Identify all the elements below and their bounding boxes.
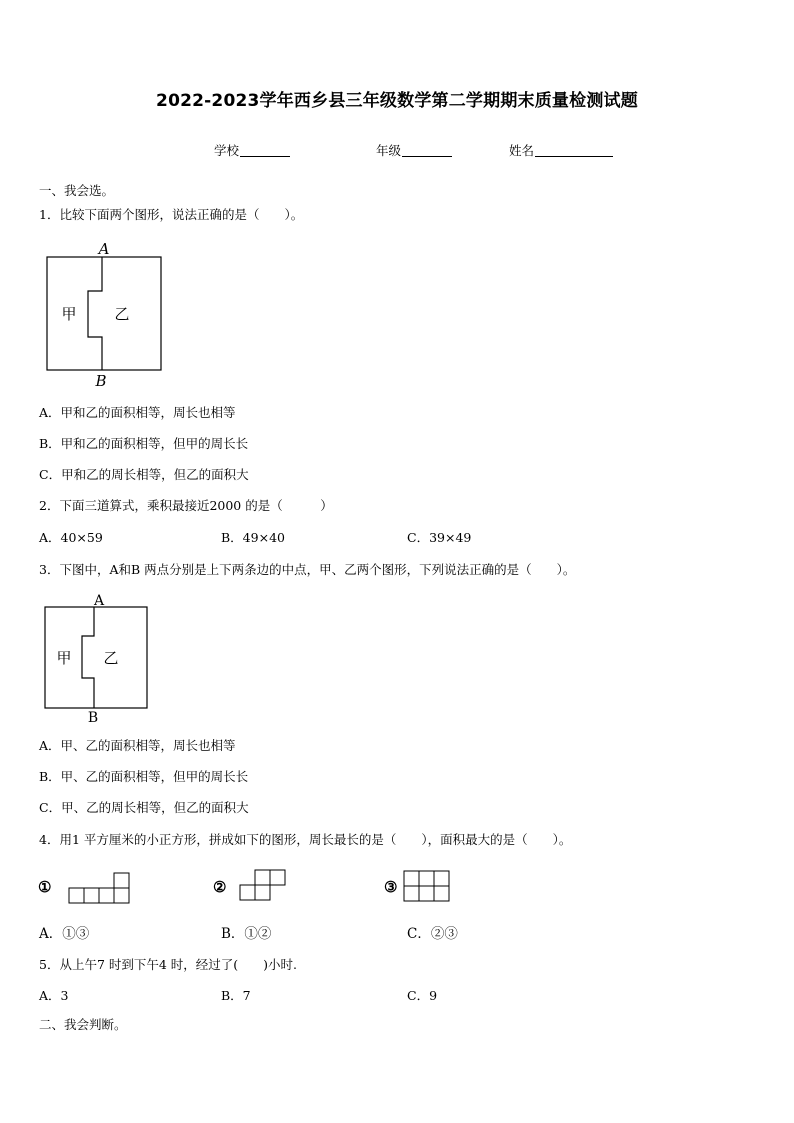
q1-label-yi: 乙 xyxy=(114,305,130,323)
q4-shape-2-cell xyxy=(240,885,255,900)
name-field xyxy=(509,141,613,159)
q3-figure xyxy=(38,590,156,726)
q5-option-a[interactable]: A．3 xyxy=(39,988,69,1003)
question-5: 5．从上午7 时到下午4 时，经过了( )小时. xyxy=(39,957,298,972)
q1-option-a[interactable]: A．甲和乙的面积相等，周长也相等 xyxy=(39,405,236,420)
q4-shape-3-cell xyxy=(404,871,419,886)
q4-shape-2-cell xyxy=(255,870,270,885)
section-heading-1: 一、我会选。 xyxy=(39,183,115,198)
grade-field xyxy=(376,141,452,159)
q4-shape-3 xyxy=(402,869,454,905)
q4-shape-3-cell xyxy=(434,871,449,886)
q4-shape-3-cell xyxy=(419,871,434,886)
q1-point-a: A xyxy=(98,240,110,258)
q4-option-a[interactable]: A．①③ xyxy=(39,926,90,942)
school-label: 学校 xyxy=(214,143,240,158)
q3-dividing-line xyxy=(82,607,94,708)
q3-option-b[interactable]: B．甲、乙的面积相等，但甲的周长长 xyxy=(39,769,249,784)
section-heading-2: 二、我会判断。 xyxy=(39,1017,127,1032)
q4-shape-3-cell xyxy=(419,886,434,901)
school-blank xyxy=(240,143,290,157)
grade-blank xyxy=(402,143,452,157)
q3-label-jia: 甲 xyxy=(56,649,72,667)
question-3: 3．下图中，A和B 两点分别是上下两条边的中点，甲、乙两个图形，下列说法正确的是（ ）。 xyxy=(39,562,576,577)
question-1: 1．比较下面两个图形，说法正确的是（ ）。 xyxy=(39,207,304,222)
q5-option-b[interactable]: B．7 xyxy=(221,988,251,1003)
page-title: 2022-2023学年西乡县三年级数学第二学期期末质量检测试题 xyxy=(156,91,638,111)
q4-shape-1-cell xyxy=(114,888,129,903)
q1-option-c[interactable]: C．甲和乙的周长相等，但乙的面积大 xyxy=(39,467,249,482)
grade-label: 年级 xyxy=(376,143,402,158)
q4-shape-1-cell xyxy=(69,888,84,903)
q3-point-b: B xyxy=(87,710,99,726)
q4-shape-3-label: ③ xyxy=(384,878,398,896)
q4-shape-1-cell xyxy=(84,888,99,903)
q4-option-c[interactable]: C．②③ xyxy=(407,926,458,942)
q4-option-b[interactable]: B．①② xyxy=(221,926,272,942)
q3-option-c[interactable]: C．甲、乙的周长相等，但乙的面积大 xyxy=(39,800,249,815)
q2-option-b[interactable]: B．49×40 xyxy=(221,530,285,545)
q1-option-b[interactable]: B．甲和乙的面积相等，但甲的周长长 xyxy=(39,436,249,451)
name-label: 姓名 xyxy=(509,143,535,158)
q1-label-jia: 甲 xyxy=(61,305,77,323)
q4-shape-2-label: ② xyxy=(213,878,227,896)
q4-shape-2-cell xyxy=(270,870,285,885)
q4-shape-3-cell xyxy=(434,886,449,901)
q5-option-c[interactable]: C．9 xyxy=(407,988,438,1003)
q3-label-yi: 乙 xyxy=(103,649,119,667)
q4-shape-2-cell xyxy=(255,885,270,900)
q1-dividing-line xyxy=(88,257,102,370)
q2-option-c[interactable]: C．39×49 xyxy=(407,530,472,545)
q4-shape-1-cell xyxy=(114,873,129,888)
name-blank xyxy=(535,143,613,157)
q4-shape-1-cell xyxy=(99,888,114,903)
question-4: 4．用1 平方厘米的小正方形，拼成如下的图形，周长最长的是（ ），面积最大的是（ ）。 xyxy=(39,832,572,847)
q4-shape-1-label: ① xyxy=(38,878,52,896)
q4-shape-1 xyxy=(68,871,133,905)
q3-option-a[interactable]: A．甲、乙的面积相等，周长也相等 xyxy=(39,738,236,753)
q4-shape-3-cell xyxy=(404,886,419,901)
q1-figure xyxy=(40,238,170,390)
q2-option-a[interactable]: A．40×59 xyxy=(39,530,103,545)
q4-shape-2 xyxy=(239,868,291,902)
school-field xyxy=(214,141,290,159)
q3-point-a: A xyxy=(93,593,105,609)
q1-point-b: B xyxy=(95,372,107,390)
question-2: 2．下面三道算式，乘积最接近2000 的是（ ） xyxy=(39,498,333,513)
